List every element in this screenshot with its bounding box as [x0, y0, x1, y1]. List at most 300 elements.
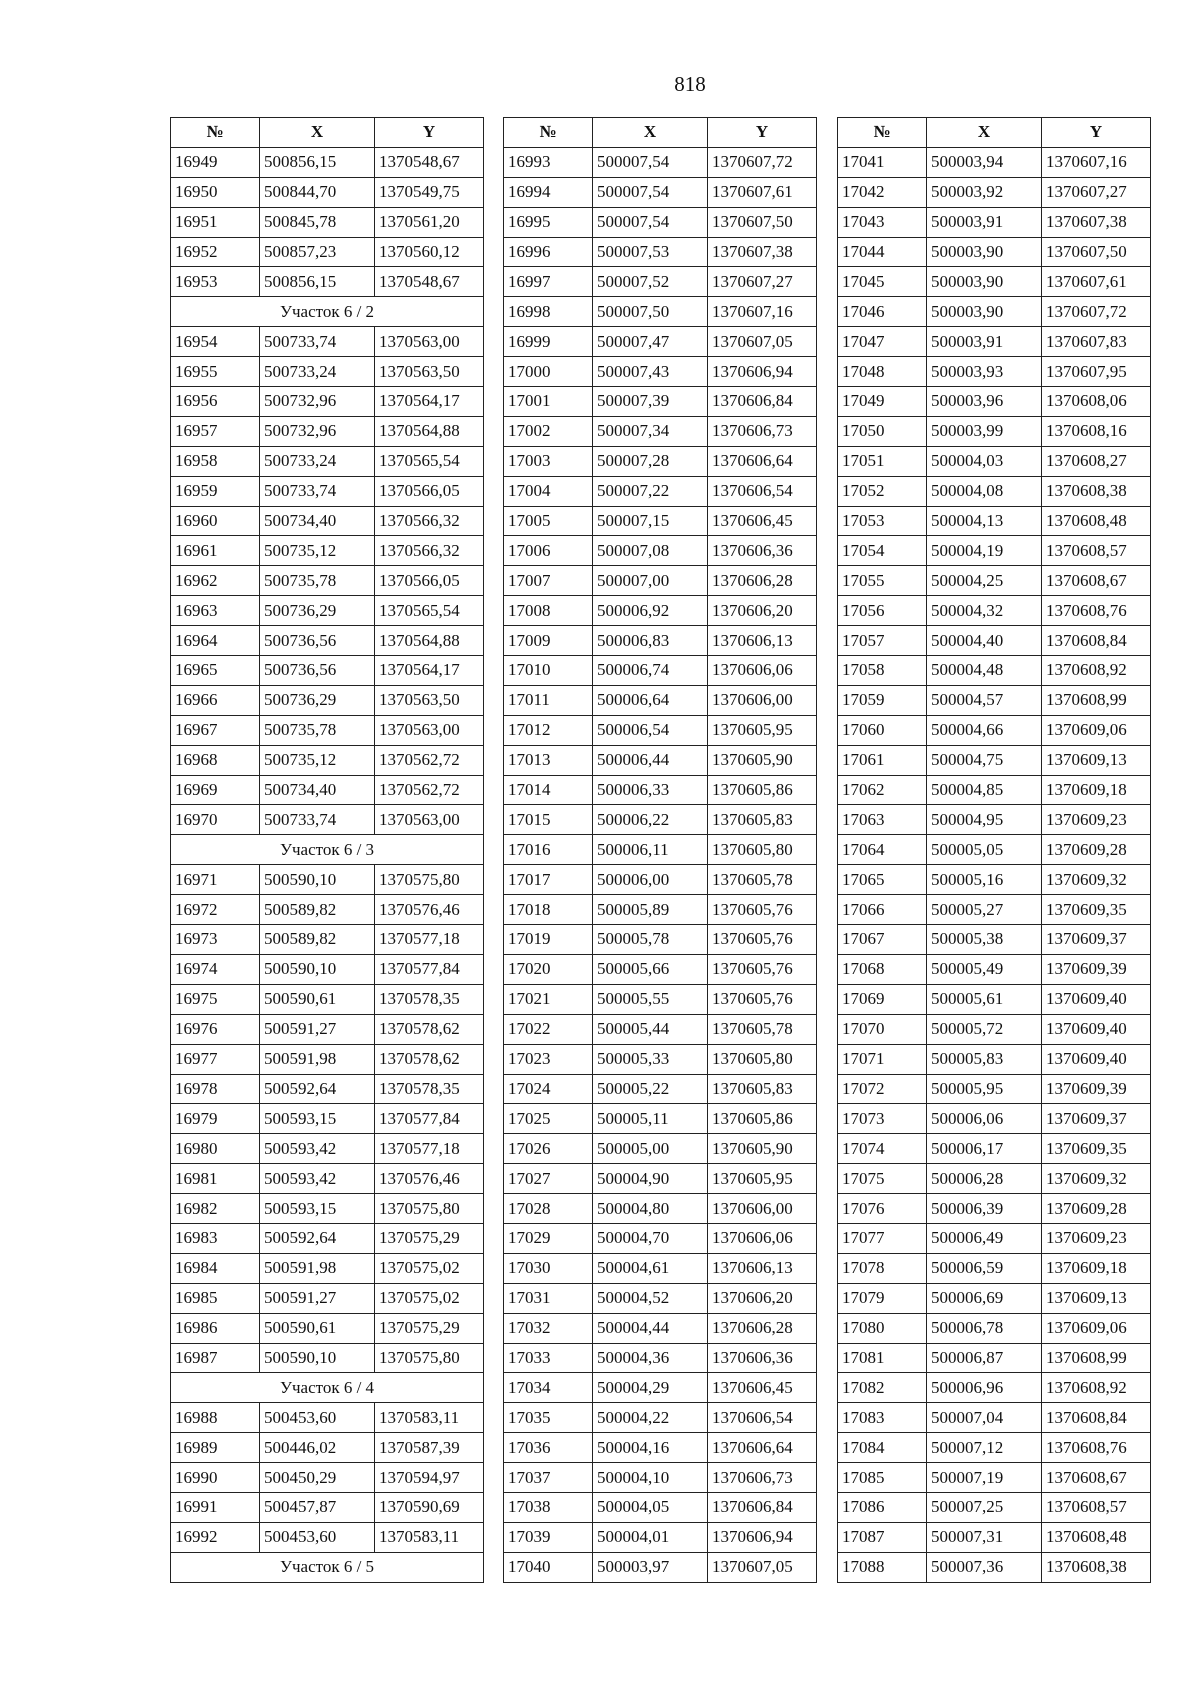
table-row	[171, 387, 484, 417]
table-row	[171, 446, 484, 476]
y-coordinate-cell: 1370606,13	[708, 626, 817, 656]
point-number-cell: 17035	[504, 1403, 593, 1433]
table-row	[504, 984, 817, 1014]
point-number-cell: 16974	[171, 954, 260, 984]
table-row	[171, 805, 484, 835]
table-row	[838, 1403, 1151, 1433]
y-coordinate-cell: 1370605,83	[708, 805, 817, 835]
x-coordinate-cell: 500734,40	[260, 775, 375, 805]
table-row	[838, 1522, 1151, 1552]
point-number-cell: 17049	[838, 387, 927, 417]
table-row	[171, 715, 484, 745]
x-coordinate-cell: 500005,33	[593, 1044, 708, 1074]
y-coordinate-cell: 1370607,61	[1042, 267, 1151, 297]
table-row	[838, 895, 1151, 925]
table-row	[838, 566, 1151, 596]
y-coordinate-cell: 1370609,23	[1042, 805, 1151, 835]
table-row	[504, 1373, 817, 1403]
point-number-cell: 16975	[171, 984, 260, 1014]
x-coordinate-cell: 500007,19	[927, 1463, 1042, 1493]
x-coordinate-cell: 500004,29	[593, 1373, 708, 1403]
y-coordinate-cell: 1370575,80	[375, 1194, 484, 1224]
y-coordinate-cell: 1370606,94	[708, 357, 817, 387]
table-row	[171, 566, 484, 596]
point-number-cell: 16998	[504, 297, 593, 327]
point-number-cell: 16990	[171, 1463, 260, 1493]
point-number-cell: 17067	[838, 925, 927, 955]
point-number-cell: 17082	[838, 1373, 927, 1403]
point-number-cell: 16986	[171, 1313, 260, 1343]
y-coordinate-cell: 1370566,05	[375, 566, 484, 596]
x-coordinate-cell: 500005,44	[593, 1014, 708, 1044]
x-coordinate-cell: 500005,66	[593, 954, 708, 984]
x-coordinate-cell: 500856,15	[260, 267, 375, 297]
x-coordinate-cell: 500732,96	[260, 416, 375, 446]
table-row	[838, 536, 1151, 566]
x-coordinate-cell: 500006,39	[927, 1194, 1042, 1224]
table-row	[838, 506, 1151, 536]
table-row	[171, 416, 484, 446]
x-coordinate-cell: 500007,54	[593, 147, 708, 177]
table-row	[171, 1343, 484, 1373]
y-coordinate-cell: 1370609,32	[1042, 1164, 1151, 1194]
x-coordinate-cell: 500004,25	[927, 566, 1042, 596]
point-number-cell: 17039	[504, 1522, 593, 1552]
point-number-cell: 16952	[171, 237, 260, 267]
table-row	[504, 177, 817, 207]
table-row	[504, 1014, 817, 1044]
table-row	[504, 476, 817, 506]
x-coordinate-cell: 500003,94	[927, 147, 1042, 177]
point-number-cell: 16997	[504, 267, 593, 297]
point-number-cell: 16969	[171, 775, 260, 805]
point-number-cell: 17018	[504, 895, 593, 925]
y-coordinate-cell: 1370578,35	[375, 1074, 484, 1104]
header-number: №	[838, 118, 927, 148]
table-row	[171, 925, 484, 955]
y-coordinate-cell: 1370606,64	[708, 1433, 817, 1463]
point-number-cell: 17036	[504, 1433, 593, 1463]
point-number-cell: 16956	[171, 387, 260, 417]
point-number-cell: 17000	[504, 357, 593, 387]
point-number-cell: 16949	[171, 147, 260, 177]
y-coordinate-cell: 1370605,78	[708, 1014, 817, 1044]
x-coordinate-cell: 500006,06	[927, 1104, 1042, 1134]
section-row	[171, 1552, 484, 1582]
point-number-cell: 17045	[838, 267, 927, 297]
point-number-cell: 17004	[504, 476, 593, 506]
y-coordinate-cell: 1370609,23	[1042, 1223, 1151, 1253]
point-number-cell: 16981	[171, 1164, 260, 1194]
section-row	[171, 1373, 484, 1403]
point-number-cell: 17065	[838, 865, 927, 895]
table-row	[171, 745, 484, 775]
point-number-cell: 17061	[838, 745, 927, 775]
table-row	[171, 1223, 484, 1253]
x-coordinate-cell: 500004,61	[593, 1253, 708, 1283]
table-row	[838, 177, 1151, 207]
point-number-cell: 16999	[504, 327, 593, 357]
x-coordinate-cell: 500003,96	[927, 387, 1042, 417]
x-coordinate-cell: 500006,28	[927, 1164, 1042, 1194]
point-number-cell: 17046	[838, 297, 927, 327]
x-coordinate-cell: 500591,98	[260, 1044, 375, 1074]
x-coordinate-cell: 500004,40	[927, 626, 1042, 656]
y-coordinate-cell: 1370608,99	[1042, 1343, 1151, 1373]
y-coordinate-cell: 1370609,13	[1042, 1283, 1151, 1313]
y-coordinate-cell: 1370549,75	[375, 177, 484, 207]
point-number-cell: 16994	[504, 177, 593, 207]
y-coordinate-cell: 1370606,45	[708, 1373, 817, 1403]
x-coordinate-cell: 500453,60	[260, 1403, 375, 1433]
table-row	[171, 1492, 484, 1522]
x-coordinate-cell: 500005,22	[593, 1074, 708, 1104]
page-number: 818	[674, 72, 706, 96]
table-row	[504, 626, 817, 656]
point-number-cell: 17033	[504, 1343, 593, 1373]
point-number-cell: 17023	[504, 1044, 593, 1074]
x-coordinate-cell: 500004,57	[927, 685, 1042, 715]
point-number-cell: 17016	[504, 835, 593, 865]
table-row	[504, 207, 817, 237]
y-coordinate-cell: 1370607,38	[1042, 207, 1151, 237]
y-coordinate-cell: 1370608,06	[1042, 387, 1151, 417]
point-number-cell: 17007	[504, 566, 593, 596]
x-coordinate-cell: 500735,12	[260, 536, 375, 566]
point-number-cell: 16961	[171, 536, 260, 566]
table-row	[838, 805, 1151, 835]
point-number-cell: 17083	[838, 1403, 927, 1433]
y-coordinate-cell: 1370607,72	[708, 147, 817, 177]
x-coordinate-cell: 500007,52	[593, 267, 708, 297]
x-coordinate-cell: 500003,91	[927, 207, 1042, 237]
y-coordinate-cell: 1370609,06	[1042, 1313, 1151, 1343]
point-number-cell: 17032	[504, 1313, 593, 1343]
x-coordinate-cell: 500004,32	[927, 596, 1042, 626]
table-row	[504, 446, 817, 476]
x-coordinate-cell: 500005,16	[927, 865, 1042, 895]
table-row	[171, 1433, 484, 1463]
table-row	[171, 1253, 484, 1283]
y-coordinate-cell: 1370576,46	[375, 895, 484, 925]
x-coordinate-cell: 500593,15	[260, 1104, 375, 1134]
point-number-cell: 17009	[504, 626, 593, 656]
table-row	[838, 327, 1151, 357]
y-coordinate-cell: 1370606,73	[708, 416, 817, 446]
point-number-cell: 17048	[838, 357, 927, 387]
table-row	[504, 1194, 817, 1224]
x-coordinate-cell: 500007,15	[593, 506, 708, 536]
y-coordinate-cell: 1370607,05	[708, 327, 817, 357]
point-number-cell: 17071	[838, 1044, 927, 1074]
point-number-cell: 16992	[171, 1522, 260, 1552]
table-header-row	[838, 118, 1151, 148]
y-coordinate-cell: 1370608,84	[1042, 1403, 1151, 1433]
table-row	[171, 147, 484, 177]
point-number-cell: 16995	[504, 207, 593, 237]
x-coordinate-cell: 500005,78	[593, 925, 708, 955]
y-coordinate-cell: 1370605,86	[708, 775, 817, 805]
y-coordinate-cell: 1370607,95	[1042, 357, 1151, 387]
table-row	[504, 536, 817, 566]
x-coordinate-cell: 500446,02	[260, 1433, 375, 1463]
table-row	[838, 1433, 1151, 1463]
table-row	[504, 775, 817, 805]
point-number-cell: 17087	[838, 1522, 927, 1552]
table-row	[838, 925, 1151, 955]
table-row	[504, 1104, 817, 1134]
x-coordinate-cell: 500593,42	[260, 1164, 375, 1194]
y-coordinate-cell: 1370609,39	[1042, 1074, 1151, 1104]
table-row	[171, 536, 484, 566]
y-coordinate-cell: 1370608,92	[1042, 1373, 1151, 1403]
x-coordinate-cell: 500005,05	[927, 835, 1042, 865]
x-coordinate-cell: 500735,78	[260, 715, 375, 745]
point-number-cell: 16960	[171, 506, 260, 536]
x-coordinate-cell: 500007,43	[593, 357, 708, 387]
section-heading: Участок 6 / 4	[171, 1373, 484, 1403]
header-number: №	[504, 118, 593, 148]
table-row	[171, 1313, 484, 1343]
table-row	[838, 835, 1151, 865]
coordinates-table-3	[837, 117, 1151, 1583]
x-coordinate-cell: 500590,61	[260, 984, 375, 1014]
table-row	[838, 1223, 1151, 1253]
table-row	[504, 267, 817, 297]
y-coordinate-cell: 1370609,28	[1042, 1194, 1151, 1224]
table-row	[171, 207, 484, 237]
y-coordinate-cell: 1370609,28	[1042, 835, 1151, 865]
y-coordinate-cell: 1370605,80	[708, 835, 817, 865]
y-coordinate-cell: 1370606,20	[708, 1283, 817, 1313]
table-row	[838, 1044, 1151, 1074]
header-y: Y	[708, 118, 817, 148]
y-coordinate-cell: 1370609,39	[1042, 954, 1151, 984]
x-coordinate-cell: 500003,90	[927, 297, 1042, 327]
table-row	[504, 1164, 817, 1194]
x-coordinate-cell: 500004,70	[593, 1223, 708, 1253]
y-coordinate-cell: 1370606,36	[708, 1343, 817, 1373]
table-row	[838, 596, 1151, 626]
x-coordinate-cell: 500004,52	[593, 1283, 708, 1313]
point-number-cell: 17015	[504, 805, 593, 835]
x-coordinate-cell: 500005,49	[927, 954, 1042, 984]
table-row	[171, 775, 484, 805]
table-row	[838, 237, 1151, 267]
point-number-cell: 16980	[171, 1134, 260, 1164]
x-coordinate-cell: 500733,74	[260, 476, 375, 506]
y-coordinate-cell: 1370608,48	[1042, 506, 1151, 536]
x-coordinate-cell: 500592,64	[260, 1074, 375, 1104]
point-number-cell: 16953	[171, 267, 260, 297]
x-coordinate-cell: 500005,11	[593, 1104, 708, 1134]
point-number-cell: 16993	[504, 147, 593, 177]
x-coordinate-cell: 500845,78	[260, 207, 375, 237]
y-coordinate-cell: 1370606,00	[708, 1194, 817, 1224]
table-row	[171, 596, 484, 626]
table-row	[504, 596, 817, 626]
x-coordinate-cell: 500006,00	[593, 865, 708, 895]
x-coordinate-cell: 500007,28	[593, 446, 708, 476]
x-coordinate-cell: 500005,38	[927, 925, 1042, 955]
table-row	[504, 566, 817, 596]
y-coordinate-cell: 1370609,35	[1042, 1134, 1151, 1164]
y-coordinate-cell: 1370606,36	[708, 536, 817, 566]
x-coordinate-cell: 500003,97	[593, 1552, 708, 1582]
table-row	[504, 1223, 817, 1253]
x-coordinate-cell: 500006,44	[593, 745, 708, 775]
x-coordinate-cell: 500006,83	[593, 626, 708, 656]
y-coordinate-cell: 1370607,50	[708, 207, 817, 237]
point-number-cell: 17019	[504, 925, 593, 955]
y-coordinate-cell: 1370575,29	[375, 1313, 484, 1343]
y-coordinate-cell: 1370605,95	[708, 715, 817, 745]
x-coordinate-cell: 500007,25	[927, 1492, 1042, 1522]
point-number-cell: 16964	[171, 626, 260, 656]
point-number-cell: 17077	[838, 1223, 927, 1253]
section-heading: Участок 6 / 3	[171, 835, 484, 865]
x-coordinate-cell: 500003,91	[927, 327, 1042, 357]
x-coordinate-cell: 500590,61	[260, 1313, 375, 1343]
x-coordinate-cell: 500004,48	[927, 656, 1042, 686]
y-coordinate-cell: 1370575,80	[375, 865, 484, 895]
point-number-cell: 17066	[838, 895, 927, 925]
y-coordinate-cell: 1370566,32	[375, 536, 484, 566]
x-coordinate-cell: 500856,15	[260, 147, 375, 177]
x-coordinate-cell: 500005,55	[593, 984, 708, 1014]
table-row	[838, 865, 1151, 895]
y-coordinate-cell: 1370609,37	[1042, 1104, 1151, 1134]
x-coordinate-cell: 500003,90	[927, 237, 1042, 267]
x-coordinate-cell: 500006,74	[593, 656, 708, 686]
x-coordinate-cell: 500006,87	[927, 1343, 1042, 1373]
y-coordinate-cell: 1370577,84	[375, 954, 484, 984]
point-number-cell: 17020	[504, 954, 593, 984]
y-coordinate-cell: 1370607,27	[1042, 177, 1151, 207]
table-row	[504, 954, 817, 984]
x-coordinate-cell: 500735,78	[260, 566, 375, 596]
x-coordinate-cell: 500003,93	[927, 357, 1042, 387]
x-coordinate-cell: 500004,22	[593, 1403, 708, 1433]
x-coordinate-cell: 500005,27	[927, 895, 1042, 925]
table-row	[838, 984, 1151, 1014]
table-row	[838, 297, 1151, 327]
point-number-cell: 17070	[838, 1014, 927, 1044]
x-coordinate-cell: 500006,54	[593, 715, 708, 745]
y-coordinate-cell: 1370575,80	[375, 1343, 484, 1373]
y-coordinate-cell: 1370606,54	[708, 476, 817, 506]
point-number-cell: 16979	[171, 1104, 260, 1134]
point-number-cell: 17063	[838, 805, 927, 835]
x-coordinate-cell: 500007,00	[593, 566, 708, 596]
point-number-cell: 16958	[171, 446, 260, 476]
x-coordinate-cell: 500004,10	[593, 1463, 708, 1493]
table-row	[171, 1104, 484, 1134]
point-number-cell: 17085	[838, 1463, 927, 1493]
point-number-cell: 17060	[838, 715, 927, 745]
table-row	[838, 416, 1151, 446]
y-coordinate-cell: 1370578,62	[375, 1014, 484, 1044]
y-coordinate-cell: 1370587,39	[375, 1433, 484, 1463]
x-coordinate-cell: 500593,15	[260, 1194, 375, 1224]
x-coordinate-cell: 500732,96	[260, 387, 375, 417]
table-row	[838, 1492, 1151, 1522]
table-row	[504, 1074, 817, 1104]
y-coordinate-cell: 1370560,12	[375, 237, 484, 267]
x-coordinate-cell: 500453,60	[260, 1522, 375, 1552]
point-number-cell: 17088	[838, 1552, 927, 1582]
table-row	[171, 327, 484, 357]
table-row	[838, 446, 1151, 476]
point-number-cell: 17042	[838, 177, 927, 207]
y-coordinate-cell: 1370575,02	[375, 1283, 484, 1313]
point-number-cell: 16978	[171, 1074, 260, 1104]
table-row	[504, 357, 817, 387]
y-coordinate-cell: 1370578,62	[375, 1044, 484, 1074]
x-coordinate-cell: 500734,40	[260, 506, 375, 536]
x-coordinate-cell: 500004,90	[593, 1164, 708, 1194]
y-coordinate-cell: 1370605,86	[708, 1104, 817, 1134]
point-number-cell: 17059	[838, 685, 927, 715]
x-coordinate-cell: 500007,31	[927, 1522, 1042, 1552]
table-row	[171, 1194, 484, 1224]
table-row	[171, 656, 484, 686]
x-coordinate-cell: 500004,19	[927, 536, 1042, 566]
point-number-cell: 17079	[838, 1283, 927, 1313]
header-x: X	[260, 118, 375, 148]
y-coordinate-cell: 1370607,16	[708, 297, 817, 327]
point-number-cell: 17021	[504, 984, 593, 1014]
table-row	[171, 1014, 484, 1044]
table-row	[504, 835, 817, 865]
header-y: Y	[375, 118, 484, 148]
point-number-cell: 16989	[171, 1433, 260, 1463]
table-row	[838, 1253, 1151, 1283]
y-coordinate-cell: 1370563,50	[375, 357, 484, 387]
x-coordinate-cell: 500007,22	[593, 476, 708, 506]
y-coordinate-cell: 1370566,05	[375, 476, 484, 506]
y-coordinate-cell: 1370606,13	[708, 1253, 817, 1283]
x-coordinate-cell: 500007,34	[593, 416, 708, 446]
point-number-cell: 17005	[504, 506, 593, 536]
table-row	[838, 1283, 1151, 1313]
x-coordinate-cell: 500593,42	[260, 1134, 375, 1164]
y-coordinate-cell: 1370605,95	[708, 1164, 817, 1194]
x-coordinate-cell: 500006,22	[593, 805, 708, 835]
x-coordinate-cell: 500004,03	[927, 446, 1042, 476]
point-number-cell: 16983	[171, 1223, 260, 1253]
x-coordinate-cell: 500006,59	[927, 1253, 1042, 1283]
point-number-cell: 16973	[171, 925, 260, 955]
x-coordinate-cell: 500006,64	[593, 685, 708, 715]
y-coordinate-cell: 1370605,80	[708, 1044, 817, 1074]
point-number-cell: 17011	[504, 685, 593, 715]
coordinates-table-1	[170, 117, 484, 1583]
table-row	[838, 954, 1151, 984]
table-row	[171, 1283, 484, 1313]
x-coordinate-cell: 500006,33	[593, 775, 708, 805]
x-coordinate-cell: 500007,39	[593, 387, 708, 417]
x-coordinate-cell: 500591,27	[260, 1283, 375, 1313]
x-coordinate-cell: 500006,17	[927, 1134, 1042, 1164]
point-number-cell: 16955	[171, 357, 260, 387]
point-number-cell: 17058	[838, 656, 927, 686]
x-coordinate-cell: 500004,05	[593, 1492, 708, 1522]
x-coordinate-cell: 500006,69	[927, 1283, 1042, 1313]
x-coordinate-cell: 500736,29	[260, 685, 375, 715]
table-row	[838, 715, 1151, 745]
table-row	[171, 1134, 484, 1164]
